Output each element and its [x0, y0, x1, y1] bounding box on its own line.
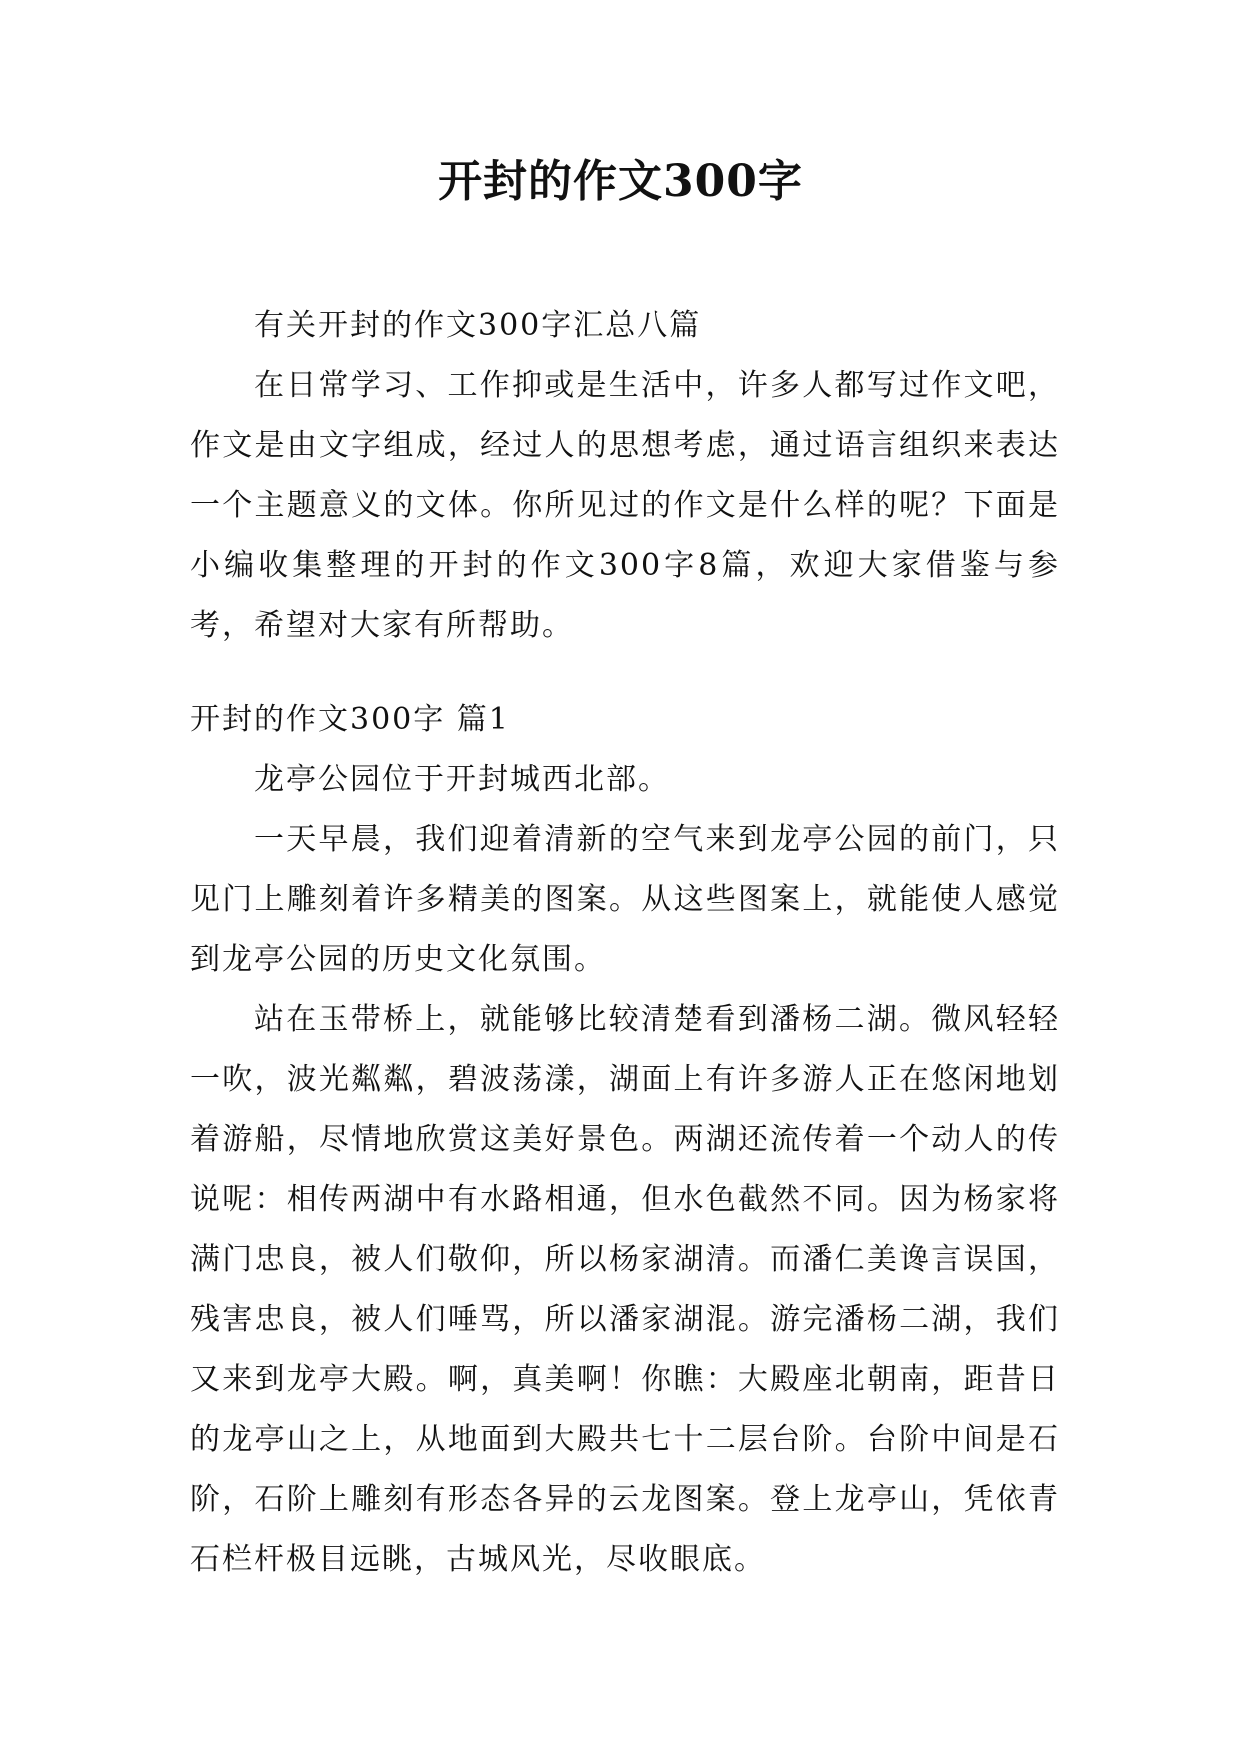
section-heading: 开封的作文300字 篇1 — [190, 702, 510, 737]
section-paragraph-3: 站在玉带桥上，就能够比较清楚看到潘杨二湖。微风轻轻一吹，波光粼粼，碧波荡漾，湖面上有许多游人正在悠闲地划着游船，尽情地欣赏这美好景色。两湖还流传着一个动人的传说呢：相传两湖中有水路相通，但水色截然不同。因为杨家将满门忠良，被人们敬仰，所以杨家湖清。而潘仁美谗言误国，残害忠良，被人们唾骂，所以潘家湖混。游完潘杨二湖，我们又来到龙亭大殿。啊，真美啊！你瞧：大殿座北朝南，距昔日的龙亭山之上，从地面到大殿共七十二层台阶。台阶中间是石阶，石阶上雕刻有形态各异的云龙图案。登上龙亭山，凭依青石栏杆极目远眺，古城风光，尽收眼底。 — [190, 1002, 1060, 1577]
intro-heading: 有关开封的作文300字汇总八篇 — [254, 308, 702, 343]
intro-paragraph: 在日常学习、工作抑或是生活中，许多人都写过作文吧，作文是由文字组成，经过人的思想考虑，通过语言组织来表达一个主题意义的文体。你所见过的作文是什么样的呢？下面是小编收集整理的开封的作文300字8篇，欢迎大家借鉴与参考，希望对大家有所帮助。 — [190, 368, 1060, 643]
section-paragraph-1: 龙亭公园位于开封城西北部。 — [254, 762, 670, 797]
section-paragraph-2: 一天早晨，我们迎着清新的空气来到龙亭公园的前门，只见门上雕刻着许多精美的图案。从这些图案上，就能使人感觉到龙亭公园的历史文化氛围。 — [190, 822, 1060, 977]
document-title: 开封的作文300字 — [438, 156, 803, 207]
